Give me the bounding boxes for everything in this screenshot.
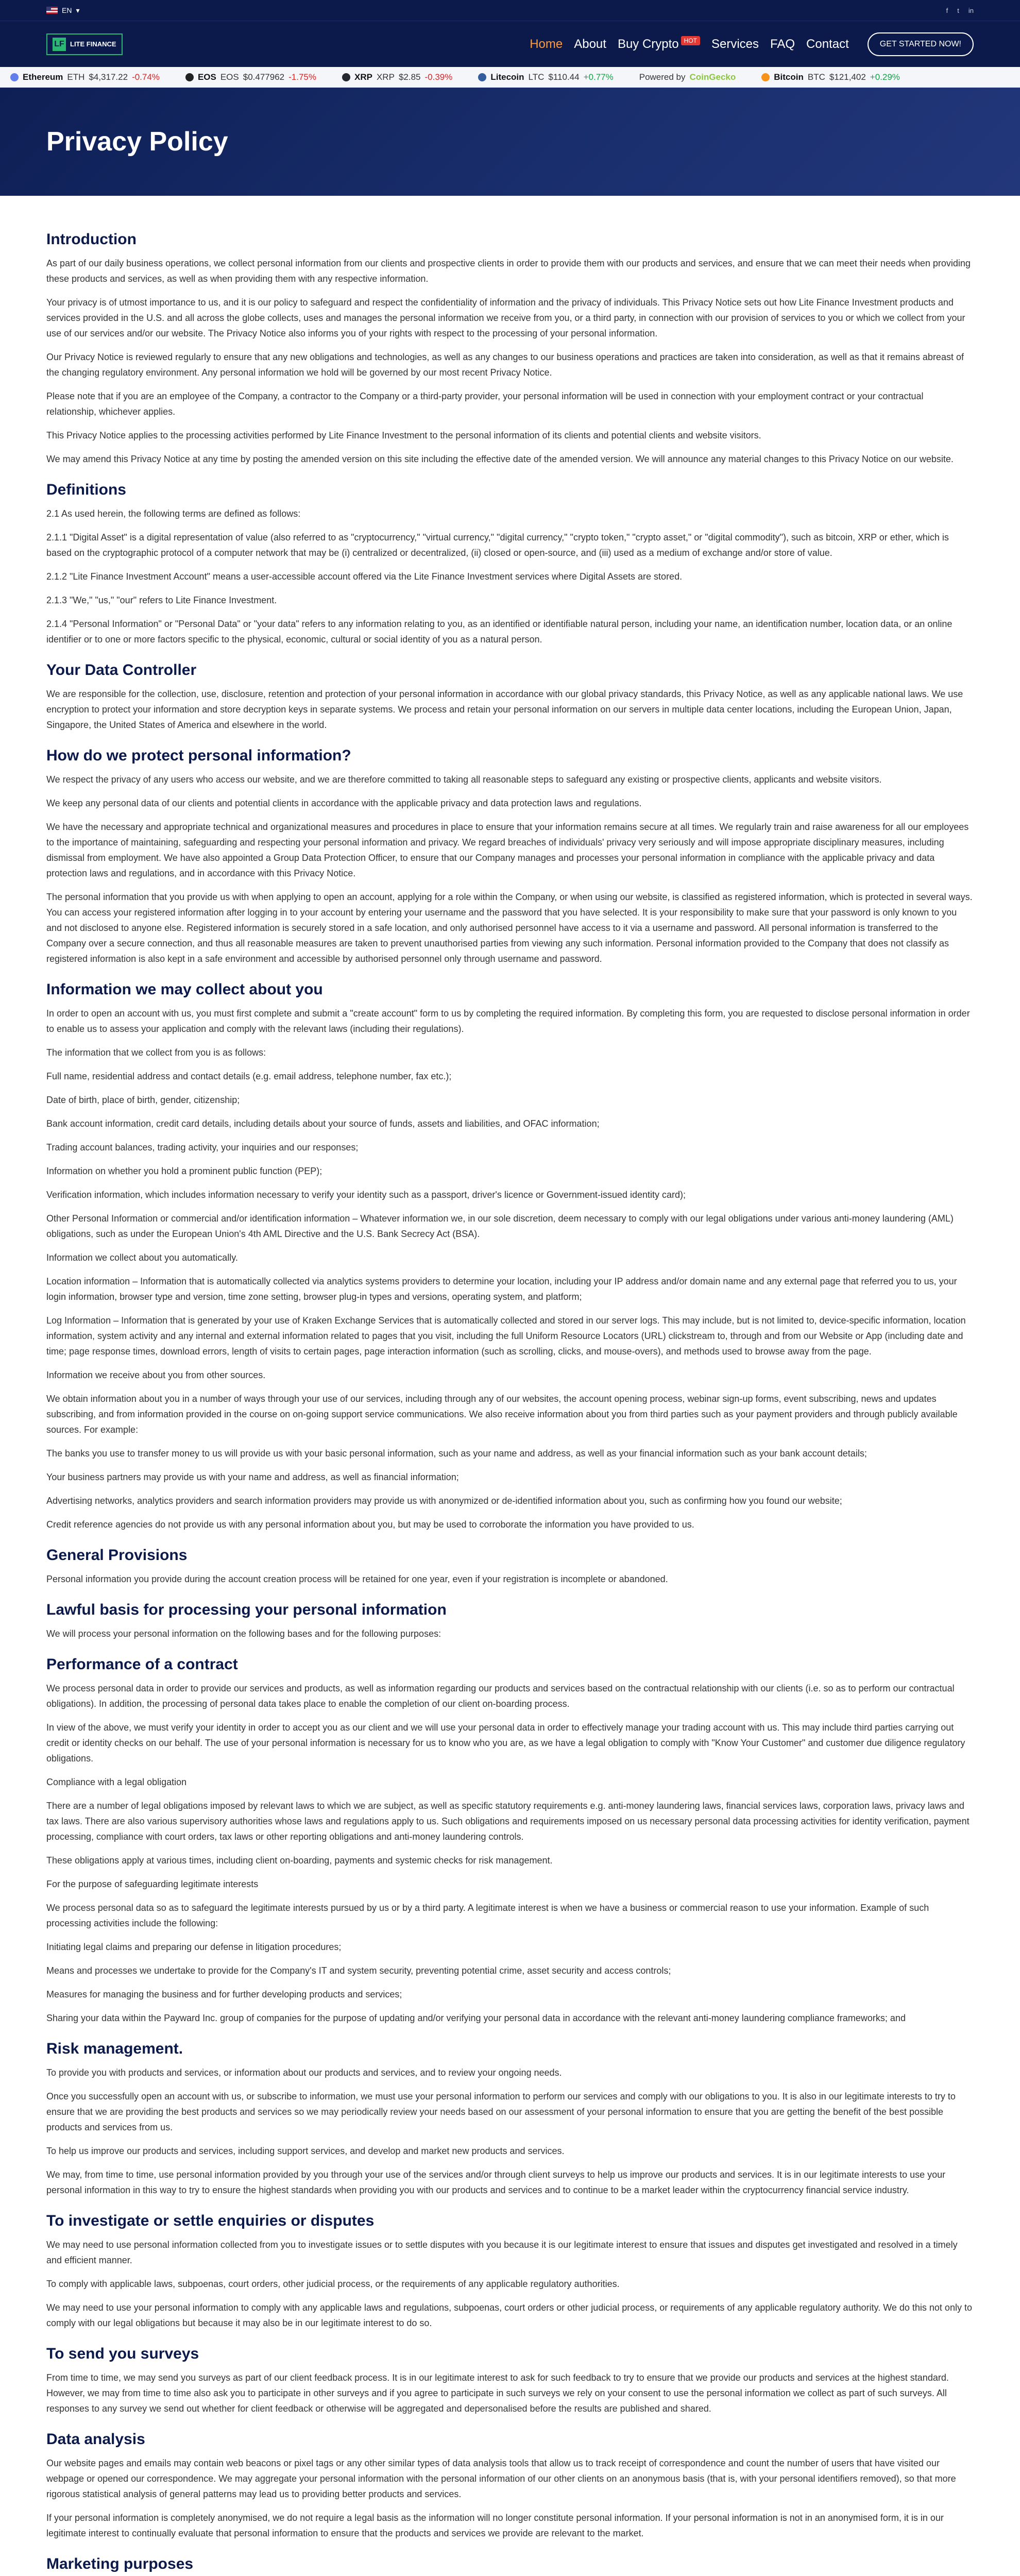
main-navigation <box>0 21 1020 67</box>
ticker-symbol: ETH <box>67 72 85 82</box>
paragraph: Means and processes we undertake to provide for the Company's IT and system security, preventing potential crime, asset security and access controls; <box>46 1965 671 1976</box>
paragraph: The personal information that you provide us with when applying to open an account, applying for a role within the Company, or when using our website, is classified as registered information, which is protected in several ways. You can access your registered information after logging in to your account by entering your username and the password that you have selected. It is your responsibility to make sure that your password is only known to you and not disclosed to anyone else. Registered information is securely stored in a safe location, and only authorised personnel have access to it via a username and password. All personal information is transferred to the Company over a secure connection, and thus all reasonable measures are taken to prevent unauthorised parties from viewing any such information. Personal information provided to the Company that does not classify as registered information is also kept in a safe environment and accessible by authorised personnel only through username and password. <box>46 892 973 964</box>
section-heading: Information we may collect about you <box>46 981 323 998</box>
nav-item-buy-crypto-label: Buy Crypto <box>617 37 679 51</box>
paragraph: 2.1 As used herein, the following terms are defined as follows: <box>46 509 301 519</box>
ticker-symbol: LTC <box>528 72 545 82</box>
ticker-name: Ethereum <box>23 72 63 82</box>
ticker-symbol: EOS <box>220 72 239 82</box>
ticker-symbol: XRP <box>376 72 395 82</box>
paragraph: These obligations apply at various times, including client on-boarding, payments and systemic checks for risk management. <box>46 1855 553 1866</box>
paragraph: To comply with applicable laws, subpoenas, court orders, other judicial process, or the requirements of any applicable regulatory authorities. <box>46 2279 620 2289</box>
paragraph: Information on whether you hold a prominent public function (PEP); <box>46 1166 322 1176</box>
social-links <box>946 7 974 14</box>
nav-item-about[interactable]: About <box>574 37 606 51</box>
ticker-change: -0.39% <box>424 72 453 82</box>
paragraph: Log Information – Information that is generated by your use of Kraken Exchange Services that is automatically collected and stored in our server logs. This may include, but is not limited to, device-specific information, location information, system activity and any internal and external information related to pages that you visit, including the full Uniform Resource Locators (URL) clickstream to, through and from our Website or App (including date and time; page response times, download errors, length of visits to certain pages, page interaction information (such as scrolling, clicks, and mouse-overs), and methods used to browse away from the page. <box>46 1315 966 1357</box>
top-bar <box>0 0 1020 21</box>
ticker-price: $0.477962 <box>243 72 285 82</box>
section-heading: Performance of a contract <box>46 1656 238 1673</box>
eos-icon <box>185 73 194 81</box>
section-heading: Data analysis <box>46 2431 145 2448</box>
paragraph: 2.1.3 "We," "us," "our" refers to Lite Finance Investment. <box>46 595 277 605</box>
paragraph: Our website pages and emails may contain web beacons or pixel tags or any other similar types of data analysis tools that allow us to track receipt of correspondence and count the number of users that have visited our webpage or opened our correspondence. We may aggregate your personal information with the personal information of our other clients on an anonymous basis (that is, with your personal identifiers removed), so that more rigorous statistical analysis of general patterns may lead us to providing better products and services. <box>46 2458 956 2499</box>
ticker-price: $121,402 <box>829 72 866 82</box>
paragraph: Initiating legal claims and preparing our defense in litigation procedures; <box>46 1942 342 1952</box>
paragraph: We may need to use your personal information to comply with any applicable laws and regulations, subpoenas, court orders or other judicial process, or requirements of any applicable regulatory authority. We do this not only to comply with our legal obligations but because it may also be in our legitimate interest to do so. <box>46 2302 972 2328</box>
ticker-item <box>761 72 900 82</box>
paragraph: Information we receive about you from other sources. <box>46 1370 266 1380</box>
ticker-price: $4,317.22 <box>89 72 128 82</box>
paragraph: In view of the above, we must verify your identity in order to accept you as our client and we will use your personal data in order to effectively manage your trading account with us. This may include third parties carrying out credit or identity checks on our behalf. The use of your personal information is necessary for us to know who you are, as we have a legal obligation to comply with "Know Your Customer" and customer due diligence regulatory obligations. <box>46 1722 965 1764</box>
logo-mark-icon: LF <box>53 38 66 51</box>
ticker-price: $110.44 <box>548 72 580 82</box>
twitter-icon[interactable]: t <box>957 6 959 14</box>
language-selector[interactable] <box>46 6 79 15</box>
paragraph: Credit reference agencies do not provide us with any personal information about you, but may be used to corroborate the information you have provided to us. <box>46 1519 694 1530</box>
nav-menu <box>530 32 974 56</box>
ticker-name: XRP <box>354 72 372 82</box>
xrp-icon <box>342 73 350 81</box>
paragraph: We may amend this Privacy Notice at any time by posting the amended version on this site including the effective date of the amended version. We will announce any material changes to this Privacy Notice on our website. <box>46 454 954 464</box>
ticker-name: Bitcoin <box>774 72 804 82</box>
paragraph: Advertising networks, analytics providers and search information providers may provide us with anonymized or de-identified information about you, such as confirming how you found our website; <box>46 1496 842 1506</box>
paragraph: We process personal data in order to provide our services and products, as well as information regarding our products and services based on the contractual relationship with our clients (i.e. so as to perform our contractual obligations). In addition, the processing of personal data takes place to enable the completion of our client on-boarding process. <box>46 1683 955 1709</box>
section-heading: To send you surveys <box>46 2345 199 2362</box>
ethereum-icon <box>10 73 19 81</box>
ticker-change: +0.29% <box>870 72 900 82</box>
us-flag-icon <box>46 7 58 14</box>
facebook-icon[interactable]: f <box>946 6 948 14</box>
ticker-name: Litecoin <box>490 72 524 82</box>
paragraph: We may, from time to time, use personal information provided by you through your use of the services and/or through client surveys to help us improve our products and services. It is in our legitimate interests to use your personal information in this way to try to ensure the highest standards when providing you with our products and services and to continue to be a market leader within the cryptocurrency financial service industry. <box>46 2170 946 2195</box>
ticker-price: $2.85 <box>398 72 421 82</box>
paragraph: Our Privacy Notice is reviewed regularly to ensure that any new obligations and technologies, as well as any changes to our business operations and practices are taken into consideration, as well as that it remains abreast of the changing regulatory environment. Any personal information we hold will be governed by our most recent Privacy Notice. <box>46 352 964 378</box>
ticker-symbol: BTC <box>807 72 825 82</box>
litecoin-icon <box>478 73 486 81</box>
paragraph: We respect the privacy of any users who access our website, and we are therefore committed to taking all reasonable steps to safeguard any existing or prospective clients, applicants and website visitors. <box>46 774 882 785</box>
paragraph: 2.1.2 "Lite Finance Investment Account" means a user-accessible account offered via the Lite Finance Investment services where Digital Assets are stored. <box>46 571 683 582</box>
ticker-change: +0.77% <box>583 72 614 82</box>
paragraph: Location information – Information that is automatically collected via analytics systems providers to determine your location, including your IP address and/or domain name and any external page that referred you to us, your login information, browser type and version, time zone setting, browser plug-in types and versions, operating system, and platform; <box>46 1276 957 1302</box>
chevron-down-icon: ▾ <box>76 6 80 14</box>
paragraph: We process personal data so as to safeguard the legitimate interests pursued by us or by a third party. A legitimate interest is when we have a business or commercial reason to use your information. Example of such processing activities include the following: <box>46 1903 929 1928</box>
nav-item-services[interactable]: Services <box>711 37 759 51</box>
paragraph: Please note that if you are an employee of the Company, a contractor to the Company or a third-party provider, your personal information will be used in connection with your employment contract or your contractual relationship, whichever applies. <box>46 391 924 417</box>
ticker-item <box>10 72 160 82</box>
ticker-powered-by[interactable] <box>639 72 736 82</box>
coingecko-link: CoinGecko <box>689 72 736 82</box>
paragraph: The banks you use to transfer money to us will provide us with your basic personal information, such as your name and address, as well as your financial information such as your bank account details; <box>46 1448 867 1459</box>
page-hero <box>0 88 1020 196</box>
paragraph: We may need to use personal information collected from you to investigate issues or to settle disputes with you because it is our legitimate interest to ensure that issues and disputes get investigated and resolved in a timely and efficient manner. <box>46 2240 958 2265</box>
paragraph: Verification information, which includes information necessary to verify your identity such as a passport, driver's licence or Government-issued identity card); <box>46 1190 686 1200</box>
section-heading: Marketing purposes <box>46 2555 194 2572</box>
bitcoin-icon <box>761 73 770 81</box>
section-heading: How do we protect personal information? <box>46 747 351 764</box>
paragraph: Trading account balances, trading activity, your inquiries and our responses; <box>46 1142 359 1153</box>
policy-content <box>0 196 1020 2576</box>
powered-by-label: Powered by <box>639 72 686 82</box>
nav-item-home[interactable]: Home <box>530 37 563 51</box>
paragraph: To provide you with products and services, or information about our products and services, and to review your ongoing needs. <box>46 2067 562 2078</box>
logo-text: LITE FINANCE <box>70 40 116 48</box>
section-heading: To investigate or settle enquiries or disputes <box>46 2212 375 2229</box>
nav-item-contact[interactable]: Contact <box>806 37 849 51</box>
paragraph: To help us improve our products and services, including support services, and develop and market new products and services. <box>46 2146 565 2156</box>
section-heading: Your Data Controller <box>46 662 197 679</box>
ticker-item <box>185 72 316 82</box>
site-logo[interactable] <box>46 33 123 55</box>
paragraph: Date of birth, place of birth, gender, citizenship; <box>46 1095 240 1105</box>
nav-item-buy-crypto[interactable] <box>618 37 700 52</box>
paragraph: For the purpose of safeguarding legitimate interests <box>46 1879 259 1889</box>
language-label: EN <box>62 6 72 14</box>
paragraph: As part of our daily business operations, we collect personal information from our clients and prospective clients in order to provide them with our products and services, and ensure that we can meet their needs when providing these products and services, as well as when providing them with any respective information. <box>46 258 971 284</box>
ticker-name: EOS <box>197 72 216 82</box>
ticker-change: -1.75% <box>288 72 316 82</box>
paragraph: Compliance with a legal obligation <box>46 1777 187 1787</box>
section-heading: General Provisions <box>46 1547 188 1564</box>
section-heading: Definitions <box>46 481 126 498</box>
ticker-item <box>342 72 452 82</box>
paragraph: Information we collect about you automatically. <box>46 1252 238 1263</box>
ticker-change: -0.74% <box>132 72 160 82</box>
paragraph: There are a number of legal obligations imposed by relevant laws to which we are subject, as well as specific statutory requirements e.g. anti-money laundering laws, financial services laws, corporation laws, privacy laws and tax laws. There are also various supervisory authorities whose laws and regulations apply to us. Such obligations and requirements imposed on us necessary personal data processing activities for identity verification, payment processing, compliance with court orders, tax laws or other reporting obligations and anti-money laundering controls. <box>46 1801 970 1842</box>
paragraph: 2.1.4 "Personal Information" or "Personal Data" or "your data" refers to any information relating to you, as an identified or identifiable natural person, including your name, an identification number, location data, or an online identifier or to one or more factors specific to the physical, economic, cultural or social identity of you as a natural person. <box>46 619 953 645</box>
paragraph: Measures for managing the business and for further developing products and services; <box>46 1989 402 1999</box>
paragraph: The information that we collect from you is as follows: <box>46 1047 266 1058</box>
section-heading: Introduction <box>46 231 137 248</box>
paragraph: Bank account information, credit card details, including details about your source of funds, assets and liabilities, and OFAC information; <box>46 1118 600 1129</box>
paragraph: This Privacy Notice applies to the processing activities performed by Lite Finance Investment to the personal information of its clients and potential clients and website visitors. <box>46 430 761 440</box>
ticker-item <box>478 72 613 82</box>
paragraph: Once you successfully open an account with us, or subscribe to information, we must use your personal information to perform our services and comply with our obligations to you. It is also in our legitimate interests to try to ensure that we are providing the best products and services so we may periodically review your needs based on our assessment of your personal information to ensure that you are getting the benefit of the best possible products and services from us. <box>46 2091 956 2132</box>
paragraph: If your personal information is completely anonymised, we do not require a legal basis as the information will no longer constitute personal information. If your personal information is not in an anonymised form, it is in our legitimate interest to continually evaluate that personal information to ensure that the products and services we provide are relevant to the market. <box>46 2513 944 2538</box>
paragraph: 2.1.1 "Digital Asset" is a digital representation of value (also referred to as "cryptocurrency," "virtual currency," "digital currency," "crypto token," "crypto asset," or "digital commodity"), such as bitcoin, XRP or ether, which is based on the cryptographic protocol of a computer network that may be (i) centralized or decentralized, (ii) closed or open-source, and (iii) used as a medium of exchange and/or store of value. <box>46 532 949 558</box>
paragraph: We are responsible for the collection, use, disclosure, retention and protection of your personal information in accordance with our global privacy standards, this Privacy Notice, as well as any applicable national laws. We use encryption to protect your information and store decryption keys in separate systems. We process and retain your personal information on our servers in multiple data center locations, including the European Union, Japan, Singapore, the United States of America and elsewhere in the world. <box>46 689 963 730</box>
price-ticker <box>0 67 1020 88</box>
paragraph: Sharing your data within the Payward Inc. group of companies for the purpose of updating and/or verifying your personal data in accordance with the relevant anti-money laundering compliance frameworks; and <box>46 2013 906 2023</box>
paragraph: We obtain information about you in a number of ways through your use of our services, including through any of our websites, the account opening process, webinar sign-up forms, event subscribing, news and updates subscribing, and from information provided in the course on on-going support service communications. We also receive information about you from third parties such as your payment providers and through publicly available sources. For example: <box>46 1394 958 1435</box>
paragraph: Full name, residential address and contact details (e.g. email address, telephone number, fax etc.); <box>46 1071 452 1081</box>
paragraph: In order to open an account with us, you must first complete and submit a "create account" form to us by completing the required information. By completing this form, you are requested to disclose personal information in order to enable us to assess your application and comply with the relevant laws (including their regulations). <box>46 1008 970 1034</box>
paragraph: We will process your personal information on the following bases and for the following purposes: <box>46 1629 441 1639</box>
paragraph: From time to time, we may send you surveys as part of our client feedback process. It is in our legitimate interest to ask for such feedback to try to ensure that we provide our products and services at the highest standard. However, we may from time to time also ask you to participate in other surveys and if you agree to participate in such surveys we rely on your consent to use the personal information we collect as part of such surveys. All responses to any survey we send out whether for client feedback or otherwise will be aggregated and depersonalised before the results are published and shared. <box>46 2372 949 2414</box>
section-heading: Risk management. <box>46 2040 183 2057</box>
paragraph: Your business partners may provide us with your name and address, as well as financial information; <box>46 1472 459 1482</box>
paragraph: We keep any personal data of our clients and potential clients in accordance with the applicable privacy and data protection laws and regulations. <box>46 798 642 808</box>
page-title: Privacy Policy <box>46 127 228 157</box>
paragraph: Other Personal Information or commercial and/or identification information – Whatever information we, in our sole discretion, deem necessary to comply with our legal obligations under various anti-money laundering (AML) obligations, such as under the European Union's 4th AML Directive and the U.S. Bank Secrecy Act (BSA). <box>46 1213 954 1239</box>
paragraph: Your privacy is of utmost importance to us, and it is our policy to safeguard and respect the confidentiality of information and the privacy of individuals. This Privacy Notice sets out how Lite Finance Investment products and services provided in the U.S. and all across the globe collects, uses and manages the personal information we receive from you, or a third party, in connection with our provision of services to you or which we collect from your use of our services and/or our website. The Privacy Notice also informs you of your rights with respect to the processing of your personal information. <box>46 297 965 338</box>
paragraph: We have the necessary and appropriate technical and organizational measures and procedures in place to ensure that your information remains secure at all times. We regularly train and raise awareness for all our employees to the importance of maintaining, safeguarding and respecting your personal information and privacy. We regard breaches of individuals' privacy very seriously and will impose appropriate disciplinary measures, including dismissal from employment. We have also appointed a Group Data Protection Officer, to ensure that our Company manages and processes your personal information in compliance with the applicable privacy and data protection laws and regulations, and in accordance with this Privacy Notice. <box>46 822 969 878</box>
hot-badge: HOT <box>681 36 700 45</box>
nav-item-faq[interactable]: FAQ <box>770 37 795 51</box>
get-started-button[interactable]: GET STARTED NOW! <box>868 32 974 56</box>
linkedin-icon[interactable]: in <box>968 6 974 14</box>
section-heading: Lawful basis for processing your personal information <box>46 1601 447 1618</box>
paragraph: Personal information you provide during the account creation process will be retained for one year, even if your registration is incomplete or abandoned. <box>46 1574 668 1584</box>
